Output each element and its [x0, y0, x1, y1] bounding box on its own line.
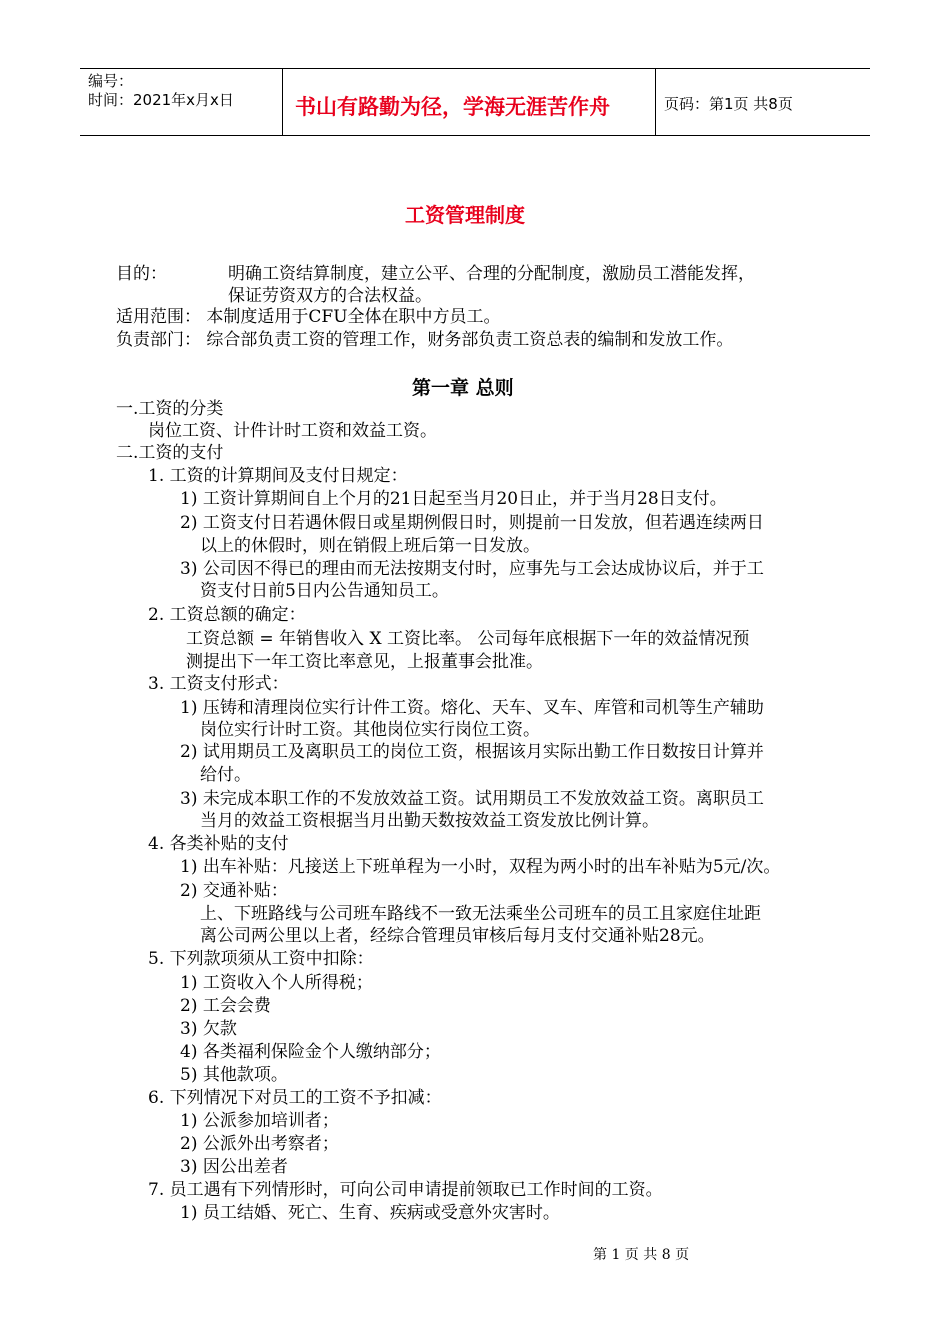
sub-item: 1) 公派参加培训者；	[180, 1111, 339, 1131]
sub-item: 1) 工资收入个人所得税；	[180, 973, 373, 993]
sub-item-continued: 岗位实行计时工资。其他岗位实行岗位工资。	[200, 720, 540, 740]
numbered-item: 6. 下列情况下对员工的工资不予扣减：	[148, 1088, 442, 1108]
header-divider-right	[655, 68, 656, 136]
purpose-text-2: 保证劳资双方的合法权益。	[228, 286, 432, 306]
section-heading: 二.工资的支付	[116, 443, 224, 463]
scope-text: 适用范围： 本制度适用于CFU全体在职中方员工。	[116, 307, 501, 327]
sub-item: 3) 因公出差者	[180, 1157, 288, 1177]
header-page-info: 页码：第1页 共8页	[664, 95, 793, 113]
header-top-border	[80, 68, 870, 69]
sub-item: 1) 压铸和清理岗位实行计件工资。熔化、天车、叉车、库管和司机等生产辅助	[180, 698, 764, 718]
sub-item: 2) 试用期员工及离职员工的岗位工资，根据该月实际出勤工作日数按日计算并	[180, 742, 764, 762]
sub-item: 2) 交通补贴：	[180, 881, 288, 901]
header-divider-left	[282, 68, 283, 136]
page-footer: 第 1 页 共 8 页	[593, 1247, 690, 1263]
numbered-item: 2. 工资总额的确定：	[148, 605, 306, 625]
sub-item: 1) 员工结婚、死亡、生育、疾病或受意外灾害时。	[180, 1203, 560, 1223]
numbered-item: 5. 下列款项须从工资中扣除：	[148, 949, 374, 969]
purpose-label: 目的：	[116, 264, 167, 284]
sub-item: 2) 公派外出考察者；	[180, 1134, 339, 1154]
sub-item: 4) 各类福利保险金个人缴纳部分；	[180, 1042, 441, 1062]
sub-item-continued: 以上的休假时，则在销假上班后第一日发放。	[200, 536, 540, 556]
sub-item: 2) 工会会费	[180, 996, 271, 1016]
sub-item: 3) 欠款	[180, 1019, 237, 1039]
sub-item: 2) 工资支付日若遇休假日或星期例假日时，则提前一日发放，但若遇连续两日	[180, 513, 764, 533]
sub-item-continued: 上、下班路线与公司班车路线不一致无法乘坐公司班车的员工且家庭住址距	[200, 904, 761, 924]
chapter-title: 第一章 总则	[412, 377, 514, 399]
numbered-item: 4. 各类补贴的支付	[148, 834, 289, 854]
sub-item-continued: 资支付日前5日内公告通知员工。	[200, 581, 449, 601]
header-motto: 书山有路勤为径，学海无涯苦作舟	[295, 95, 610, 119]
numbered-item: 3. 工资支付形式：	[148, 674, 289, 694]
sub-item: 1) 工资计算期间自上个月的21日起至当月20日止，并于当月28日支付。	[180, 489, 727, 509]
sub-item: 3) 未完成本职工作的不发放效益工资。试用期员工不发放效益工资。离职员工	[180, 789, 764, 809]
body-line: 测提出下一年工资比率意见，上报董事会批准。	[186, 652, 543, 672]
department-text: 负责部门： 综合部负责工资的管理工作，财务部负责工资总表的编制和发放工作。	[116, 330, 734, 350]
sub-item: 3) 公司因不得已的理由而无法按期支付时，应事先与工会达成协议后，并于工	[180, 559, 764, 579]
body-line: 岗位工资、计件计时工资和效益工资。	[148, 421, 437, 441]
section-heading: 一.工资的分类	[116, 399, 224, 419]
document-title: 工资管理制度	[405, 203, 525, 227]
header-code-label: 编号：	[88, 72, 134, 90]
numbered-item: 1. 工资的计算期间及支付日规定：	[148, 466, 408, 486]
sub-item-continued: 给付。	[200, 765, 251, 785]
body-line: 工资总额 = 年销售收入 X 工资比率。 公司每年底根据下一年的效益情况预	[186, 629, 750, 649]
sub-item-continued: 当月的效益工资根据当月出勤天数按效益工资发放比例计算。	[200, 811, 659, 831]
purpose-text-1: 明确工资结算制度，建立公平、合理的分配制度，激励员工潜能发挥，	[228, 264, 755, 284]
sub-item: 5) 其他款项。	[180, 1065, 288, 1085]
sub-item: 1) 出车补贴：凡接送上下班单程为一小时，双程为两小时的出车补贴为5元/次。	[180, 857, 781, 877]
header-bottom-border	[80, 135, 870, 136]
sub-item-continued: 离公司两公里以上者，经综合管理员审核后每月支付交通补贴28元。	[200, 926, 715, 946]
header-time-label: 时间：2021年x月x日	[88, 91, 234, 109]
numbered-item: 7. 员工遇有下列情形时，可向公司申请提前领取已工作时间的工资。	[148, 1180, 663, 1200]
